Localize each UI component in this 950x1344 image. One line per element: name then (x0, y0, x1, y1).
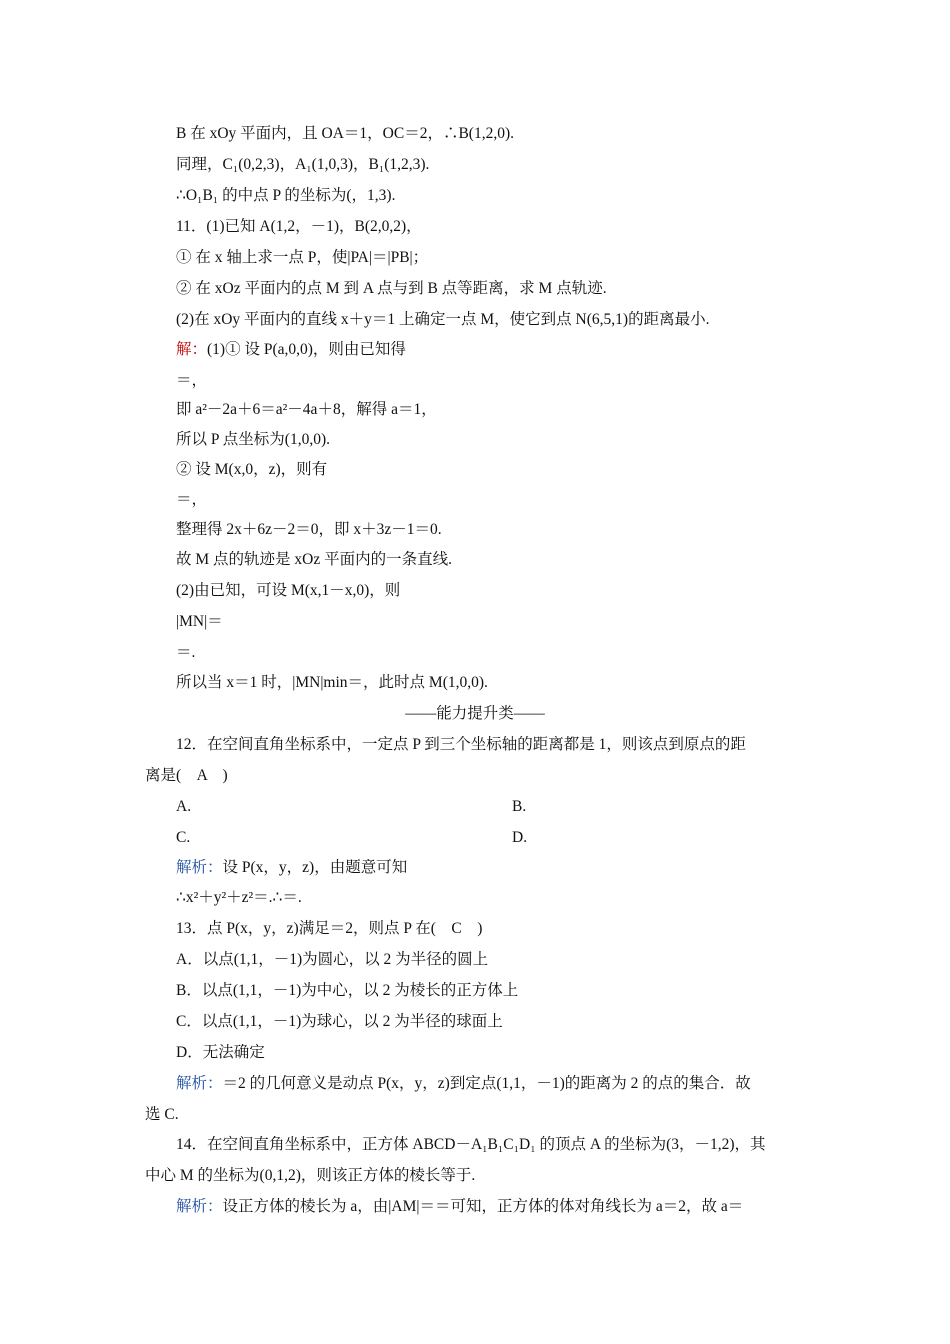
text-line: ＝. (176, 644, 196, 661)
question-11: 11．(1)已知 A(1,2，－1)，B(2,0,2)， (176, 218, 422, 235)
question-12: 12．在空间直角坐标系中，一定点 P 到三个坐标轴的距离都是 1，则该点到原点的距 (176, 736, 746, 753)
text-line: ＝， (176, 491, 208, 508)
analysis-label: 解析： (176, 859, 223, 876)
analysis-line: 解析：＝2 的几何意义是动点 P(x，y，z)到定点(1,1，－1)的距离为 2 的点的集合．故 (176, 1075, 751, 1092)
option-c: C．以点(1,1，－1)为球心，以 2 为半径的球面上 (176, 1013, 503, 1030)
text-line: 整理得 2x＋6z－2＝0，即 x＋3z－1＝0. (176, 521, 442, 538)
solution-line: 解：(1)① 设 P(a,0,0)，则由已知得 (176, 341, 406, 358)
text-line: ② 设 M(x,0，z)，则有 (176, 461, 328, 478)
section-heading: ——能力提升类—— (405, 705, 545, 722)
analysis-line: 解析：设正方体的棱长为 a，由|AM|＝＝可知，正方体的体对角线长为 a＝2，故 a＝ (176, 1198, 744, 1215)
text-line: 选 C. (145, 1106, 179, 1123)
text-line: (2)在 xOy 平面内的直线 x＋y＝1 上确定一点 M，使它到点 N(6,5,1)的距离最小. (176, 311, 710, 328)
option-d: D. (512, 829, 528, 846)
text-line: B 在 xOy 平面内，且 OA＝1，OC＝2，∴B(1,2,0). (176, 125, 514, 142)
option-b: B. (512, 798, 527, 815)
option-b: B．以点(1,1，－1)为中心，以 2 为棱长的正方体上 (176, 982, 519, 999)
question-13: 13．点 P(x，y，z)满足＝2，则点 P 在( C ) (176, 920, 483, 937)
analysis-label: 解析： (176, 1198, 223, 1215)
text-line: ① 在 x 轴上求一点 P，使|PA|＝|PB|； (176, 249, 429, 266)
text-line: ② 在 xOz 平面内的点 M 到 A 点与到 B 点等距离，求 M 点轨迹. (176, 280, 607, 297)
text-line: 所以 P 点坐标为(1,0,0). (176, 431, 330, 448)
text-line: 离是( A ) (145, 767, 228, 784)
option-c: C. (176, 829, 191, 846)
option-a: A．以点(1,1，－1)为圆心，以 2 为半径的圆上 (176, 951, 489, 968)
text-line: ＝， (176, 372, 208, 389)
text-line: |MN|＝ (176, 613, 223, 630)
text-line: ∴x²＋y²＋z²＝.∴＝. (176, 889, 302, 906)
text-line: (2)由已知，可设 M(x,1－x,0)，则 (176, 582, 401, 599)
text-line: 所以当 x＝1 时，|MN|min＝，此时点 M(1,0,0). (176, 674, 488, 691)
text-line: 同理，C₁(0,2,3)，A₁(1,0,3)，B₁(1,2,3). (176, 156, 430, 173)
analysis-label: 解析： (176, 1075, 223, 1092)
text-line: 中心 M 的坐标为(0,1,2)，则该正方体的棱长等于. (145, 1167, 476, 1184)
analysis-line: 解析：设 P(x，y，z)，由题意可知 (176, 859, 408, 876)
text-line: 即 a²－2a＋6＝a²－4a＋8，解得 a＝1， (176, 401, 437, 418)
text-line: 故 M 点的轨迹是 xOz 平面内的一条直线. (176, 551, 452, 568)
option-d: D．无法确定 (176, 1044, 265, 1061)
option-a: A. (176, 798, 192, 815)
solution-label: 解： (176, 341, 208, 358)
question-14: 14．在空间直角坐标系中，正方体 ABCD－A₁B₁C₁D₁ 的顶点 A 的坐标为(3，－1,2)，其 (176, 1136, 766, 1153)
text-line: ∴O₁B₁ 的中点 P 的坐标为(，1,3). (176, 187, 396, 204)
